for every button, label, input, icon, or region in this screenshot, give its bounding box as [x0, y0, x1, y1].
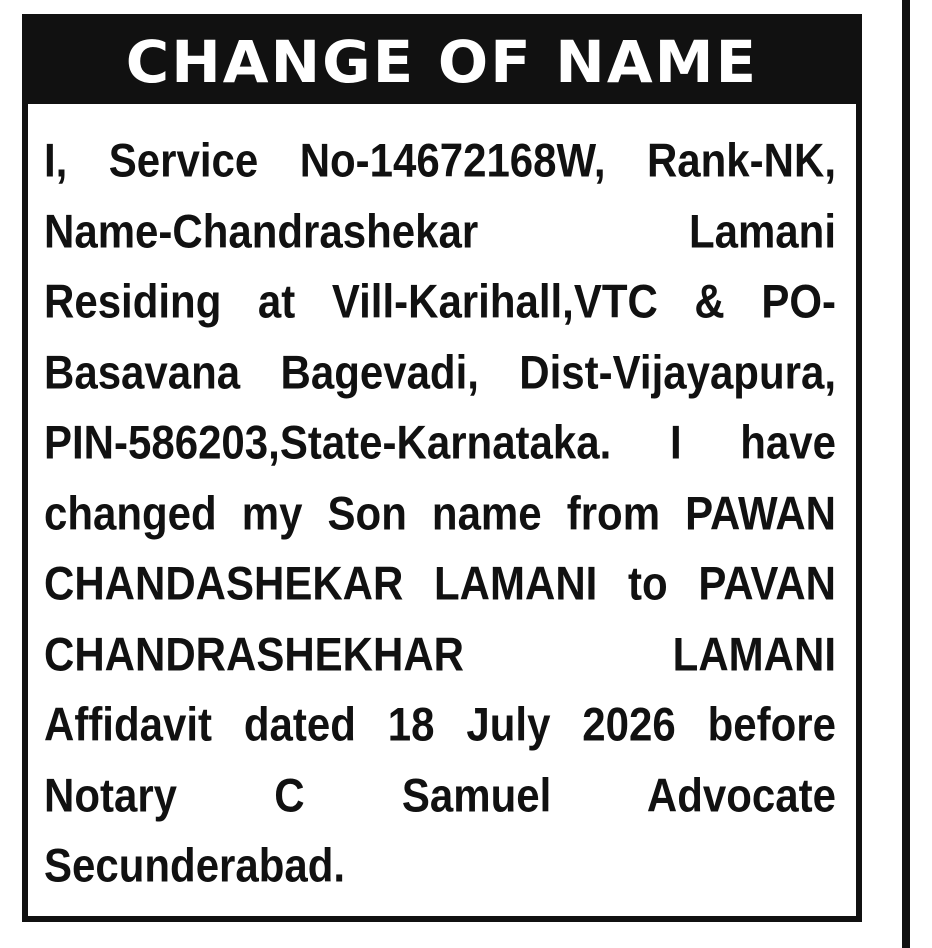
column-divider	[902, 0, 910, 948]
notice-title: CHANGE OF NAME	[125, 28, 759, 96]
notice-line: changed my Son name from PAWAN	[44, 486, 836, 540]
notice-line: CHANDRASHEKHAR LAMANI	[44, 627, 836, 681]
notice-line: CHANDASHEKAR LAMANI to PAVAN	[44, 557, 836, 610]
notice-line: Notary C Samuel Advocate	[44, 768, 836, 822]
notice-line: Affidavit dated 18 July 2026 before	[44, 698, 836, 751]
notice-body	[44, 126, 836, 902]
notice-line: PIN-586203,State-Karnataka. I have	[44, 416, 836, 469]
change-of-name-notice	[22, 14, 862, 922]
notice-line: Name-Chandrashekar Lamani	[44, 204, 836, 258]
notice-line: Secunderabad.	[44, 839, 346, 892]
notice-line: Basavana Bagevadi, Dist-Vijayapura,	[44, 345, 836, 399]
notice-line: I, Service No-14672168W, Rank-NK,	[44, 134, 836, 187]
title-banner	[28, 20, 856, 104]
notice-line: Residing at Vill-Karihall,VTC & PO-	[44, 275, 836, 328]
